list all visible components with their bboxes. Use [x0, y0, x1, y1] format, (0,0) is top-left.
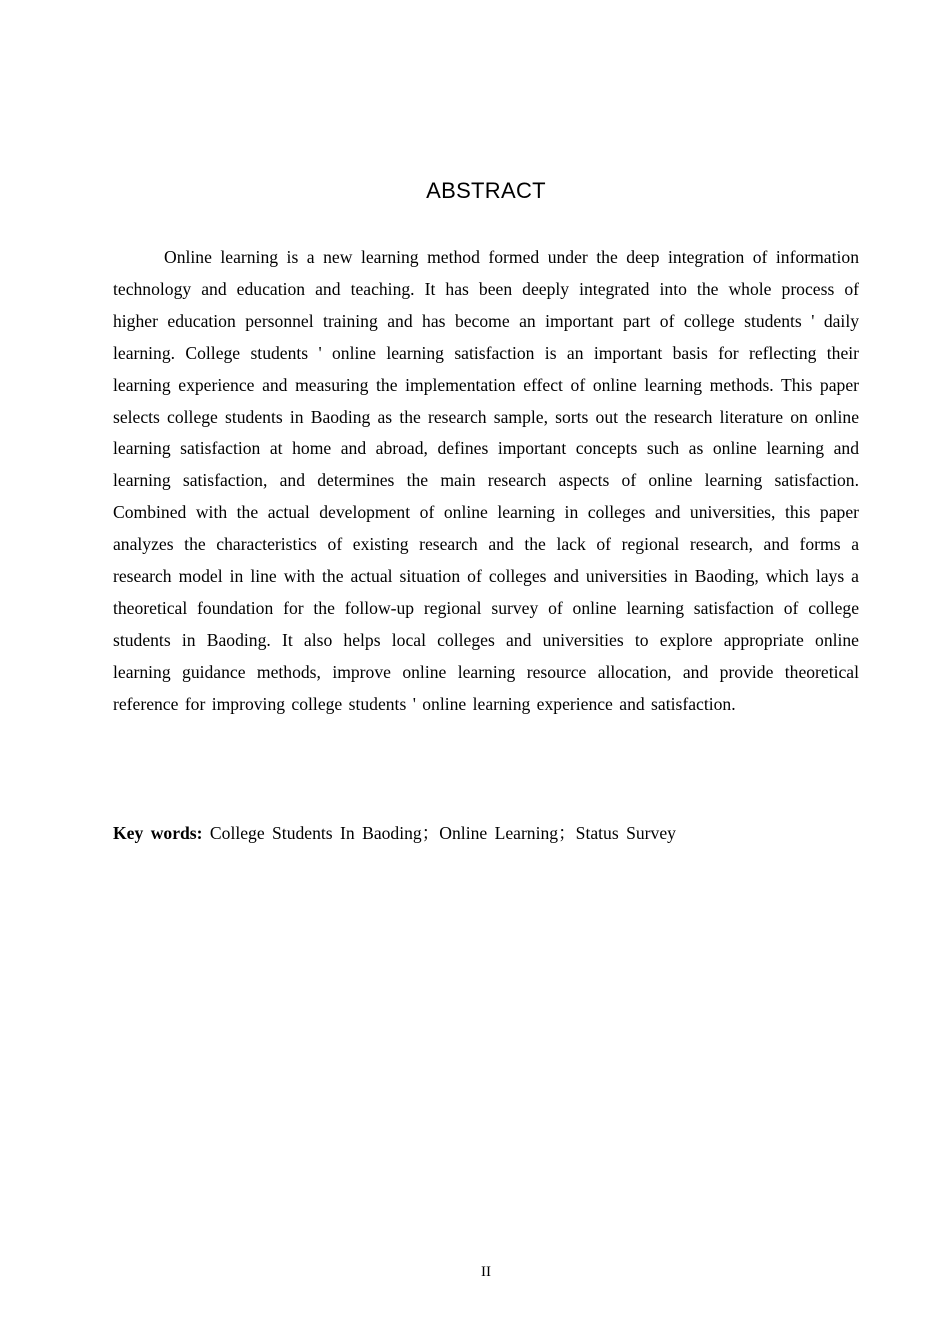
page-number: II	[481, 1264, 491, 1280]
keywords-list: College Students In Baoding；Online Learning；Status Survey	[209, 823, 676, 843]
abstract-title: ABSTRACT	[426, 178, 546, 203]
abstract-body: Online learning is a new learning method formed under the deep integration of information technology and education and teaching. It has been deeply integrated into the whole process of higher education personnel training and has become an important part of college students ' daily learning. College students ' online learning satisfaction is an important basis for reflecting their learning experience and measuring the implementation effect of online learning methods. This paper selects college students in Baoding as the research sample, sorts out the research literature on online learning satisfaction at home and abroad, defines important concepts such as online learning and learning satisfaction, and determines the main research aspects of online learning satisfaction. Combined with the actual development of online learning in colleges and universities, this paper analyzes the characteristics of existing research and the lack of regional research, and forms a research model in line with the actual situation of colleges and universities in Baoding, which lays a theoretical foundation for the follow-up regional survey of online learning satisfaction of college students in Baoding. It also helps local colleges and universities to explore appropriate online learning guidance methods, improve online learning resource allocation, and provide theoretical reference for improving college students ' online learning experience and satisfaction.	[113, 247, 859, 714]
keywords-line	[113, 817, 859, 849]
keywords-label: Key words:	[113, 823, 203, 843]
